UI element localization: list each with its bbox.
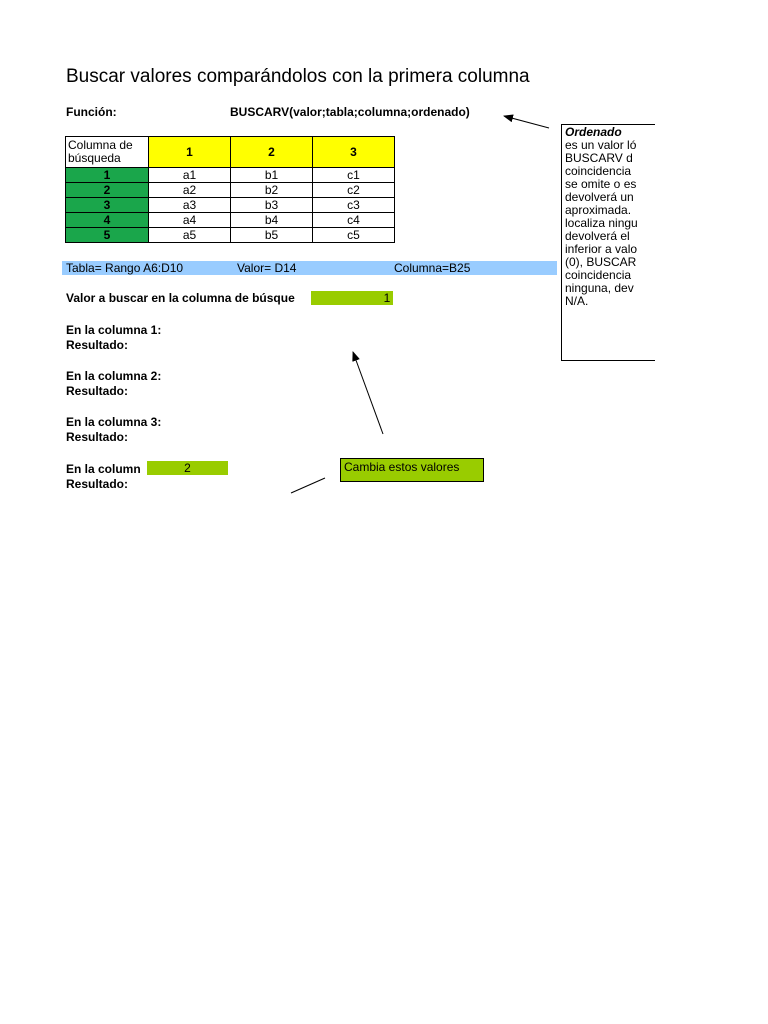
header-col-2[interactable]: 2 <box>231 137 313 168</box>
header-col-1[interactable]: 1 <box>149 137 231 168</box>
range-columna: Columna=B25 <box>394 261 471 275</box>
function-label: Función: <box>66 105 117 119</box>
note-line: inferior a valo <box>565 242 638 256</box>
table-cell[interactable]: b2 <box>231 183 313 198</box>
column-number-value: 2 <box>184 461 191 475</box>
header-label-cell[interactable] <box>66 137 149 168</box>
table-cell[interactable]: a2 <box>149 183 231 198</box>
table-cell[interactable]: c1 <box>313 168 395 183</box>
table-cell[interactable]: a1 <box>149 168 231 183</box>
page-title: Buscar valores comparándolos con la primera columna <box>66 66 530 87</box>
column-4-label: En la column <box>66 462 141 476</box>
table-cell[interactable]: a3 <box>149 198 231 213</box>
row-key-cell[interactable]: 3 <box>66 198 149 213</box>
note-line: (0), BUSCAR <box>565 255 637 269</box>
table-cell[interactable]: a4 <box>149 213 231 228</box>
result-label: Resultado: <box>66 384 129 398</box>
arrow-to-search-value <box>353 352 383 434</box>
connector-line <box>291 478 325 493</box>
note-line: es un valor ló <box>565 138 637 152</box>
row-key-cell[interactable]: 4 <box>66 213 149 228</box>
table-row <box>66 183 395 198</box>
table-cell[interactable]: a5 <box>149 228 231 243</box>
note-title: Ordenado <box>565 125 622 139</box>
table-cell[interactable]: b4 <box>231 213 313 228</box>
note-line: coincidencia <box>565 268 632 282</box>
table-cell[interactable]: c4 <box>313 213 395 228</box>
range-valor: Valor= D14 <box>237 261 297 275</box>
table-cell[interactable]: c2 <box>313 183 395 198</box>
column-2-label: En la columna 2: <box>66 369 162 383</box>
column-number-cell[interactable] <box>147 461 228 475</box>
row-key-cell[interactable]: 1 <box>66 168 149 183</box>
table-row <box>66 213 395 228</box>
table-cell[interactable]: b5 <box>231 228 313 243</box>
note-line: se omite o es <box>565 177 637 191</box>
search-value-cell[interactable] <box>311 291 393 305</box>
header-label: Columna de búsqueda <box>68 138 133 165</box>
table-cell[interactable]: c5 <box>313 228 395 243</box>
result-label: Resultado: <box>66 338 129 352</box>
search-value-label: Valor a buscar en la columna de búsque <box>66 291 295 305</box>
table-header-row <box>66 137 395 168</box>
table-row <box>66 198 395 213</box>
note-line: aproximada. <box>565 203 632 217</box>
table-row <box>66 228 395 243</box>
range-info-bar[interactable] <box>62 261 557 275</box>
table-row <box>66 168 395 183</box>
note-text <box>565 139 655 308</box>
ordenado-note <box>561 124 655 361</box>
row-key-cell[interactable]: 2 <box>66 183 149 198</box>
lookup-table <box>65 136 395 243</box>
search-value: 1 <box>383 291 391 305</box>
table-cell[interactable]: b1 <box>231 168 313 183</box>
range-tabla: Tabla= Rango A6:D10 <box>66 261 184 275</box>
note-line: localiza ningu <box>565 216 638 230</box>
note-line: BUSCARV d <box>565 151 633 165</box>
note-line: coincidencia <box>565 164 632 178</box>
row-key-cell[interactable]: 5 <box>66 228 149 243</box>
note-line: devolverá el <box>565 229 630 243</box>
note-line: devolverá un <box>565 190 634 204</box>
arrow-to-function <box>504 116 549 128</box>
note-line: N/A. <box>565 294 589 308</box>
column-1-label: En la columna 1: <box>66 323 162 337</box>
result-label: Resultado: <box>66 477 129 491</box>
note-line: ninguna, dev <box>565 281 634 295</box>
change-values-callout: Cambia estos valores <box>340 458 484 482</box>
function-syntax: BUSCARV(valor;tabla;columna;ordenado) <box>230 105 470 119</box>
result-label: Resultado: <box>66 430 129 444</box>
table-cell[interactable]: b3 <box>231 198 313 213</box>
header-col-3[interactable]: 3 <box>313 137 395 168</box>
column-3-label: En la columna 3: <box>66 415 162 429</box>
table-cell[interactable]: c3 <box>313 198 395 213</box>
